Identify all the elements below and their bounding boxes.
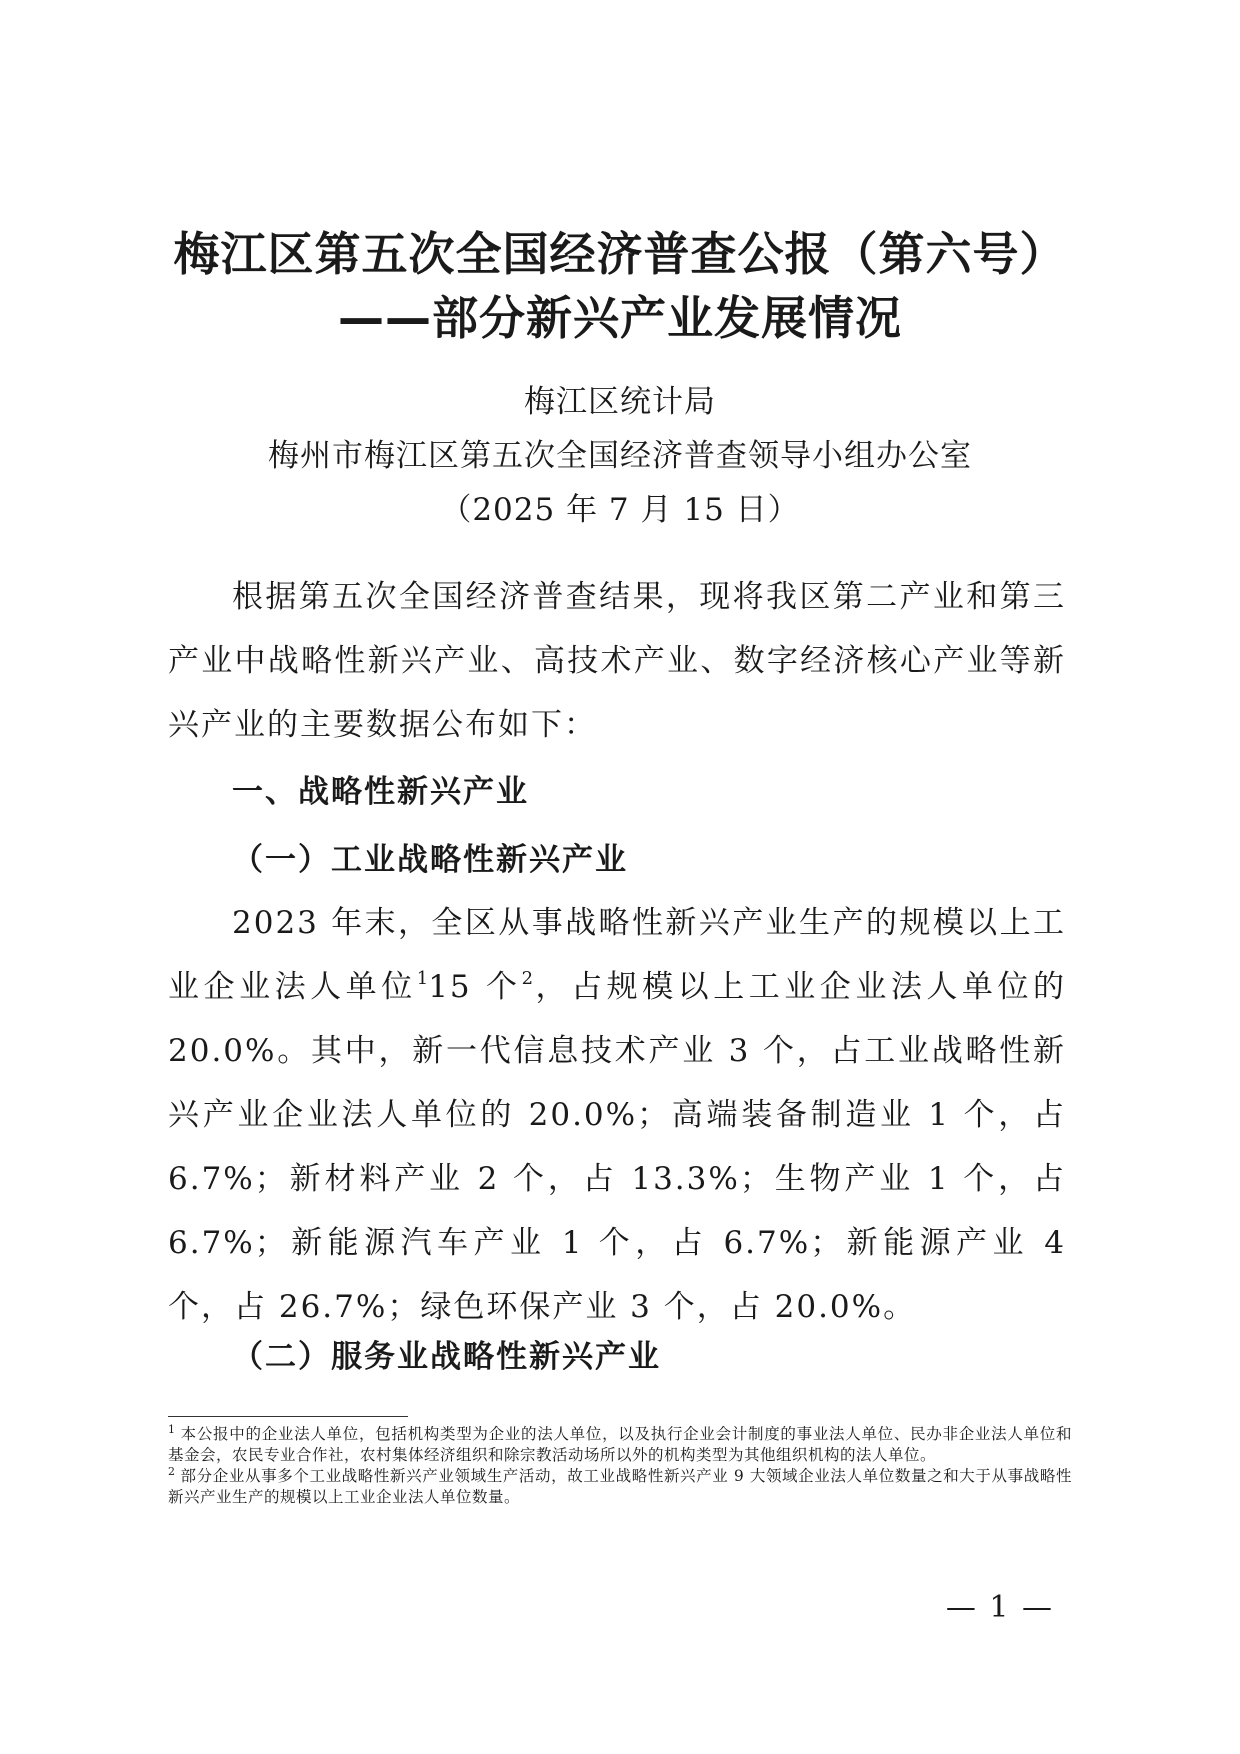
footnote-2 [168,1466,1072,1508]
industrial-paragraph [168,891,1066,1339]
footnote-marker-2: 2 [168,1465,175,1478]
footnote-1 [168,1424,1072,1466]
footnote-divider [168,1416,408,1417]
issue-date: （2025 年 7 月 15 日） [440,492,800,528]
footnote-marker-1: 1 [168,1423,175,1436]
footnote-ref-1[interactable]: 1 [416,968,429,989]
subsection-heading-2: （二）服务业战略性新兴产业 [232,1339,661,1375]
issuer-org-1: 梅江区统计局 [524,384,716,420]
footnote-text-1: 本公报中的企业法人单位，包括机构类型为企业的法人单位，以及执行企业会计制度的事业法人单位、民办非企业法人单位和基金会，农民专业合作社，农村集体经济组织和除宗教活动场所以外的机构类型为其他组织机构的法人单位。 [168,1425,1072,1464]
issuer-org-2: 梅州市梅江区第五次全国经济普查领导小组办公室 [268,438,972,474]
footnote-text-2: 部分企业从事多个工业战略性新兴产业领域生产活动，故工业战略性新兴产业 9 大领域企业法人单位数量之和大于从事战略性新兴产业生产的规模以上工业企业法人单位数量。 [168,1467,1072,1506]
paragraph-text-c: ，占规模以上工业企业法人单位的 20.0%。其中，新一代信息技术产业 3 个，占工业战略性新兴产业企业法人单位的 20.0%；高端装备制造业 1 个，占 6.7%；新材料产业 2 个，占 13.3%；生物产业 1 个，占 6.7%；新能源汽车产业 1 个，占 6.7%；新能源产业 4 个，占 26.7%；绿色环保产业 3 个，占 20.0%。 [168,969,1067,1325]
paragraph-text-b: 15 个 [428,969,522,1005]
footnote-ref-2[interactable]: 2 [521,968,534,989]
section-heading-1: 一、战略性新兴产业 [232,774,529,810]
document-title: 梅江区第五次全国经济普查公报（第六号） [173,227,1067,281]
paragraph-text-a: 2023 年末，全区从事战略性新兴产业生产的规模以上工业企业法人单位 [168,905,1066,1005]
subsection-heading-1: （一）工业战略性新兴产业 [232,842,628,878]
document-subtitle: ——部分新兴产业发展情况 [338,291,902,345]
page-number: — 1 — [945,1590,1054,1625]
footnotes [168,1424,1072,1508]
intro-paragraph: 根据第五次全国经济普查结果，现将我区第二产业和第三产业中战略性新兴产业、高技术产业、数字经济核心产业等新兴产业的主要数据公布如下： [168,579,1066,743]
